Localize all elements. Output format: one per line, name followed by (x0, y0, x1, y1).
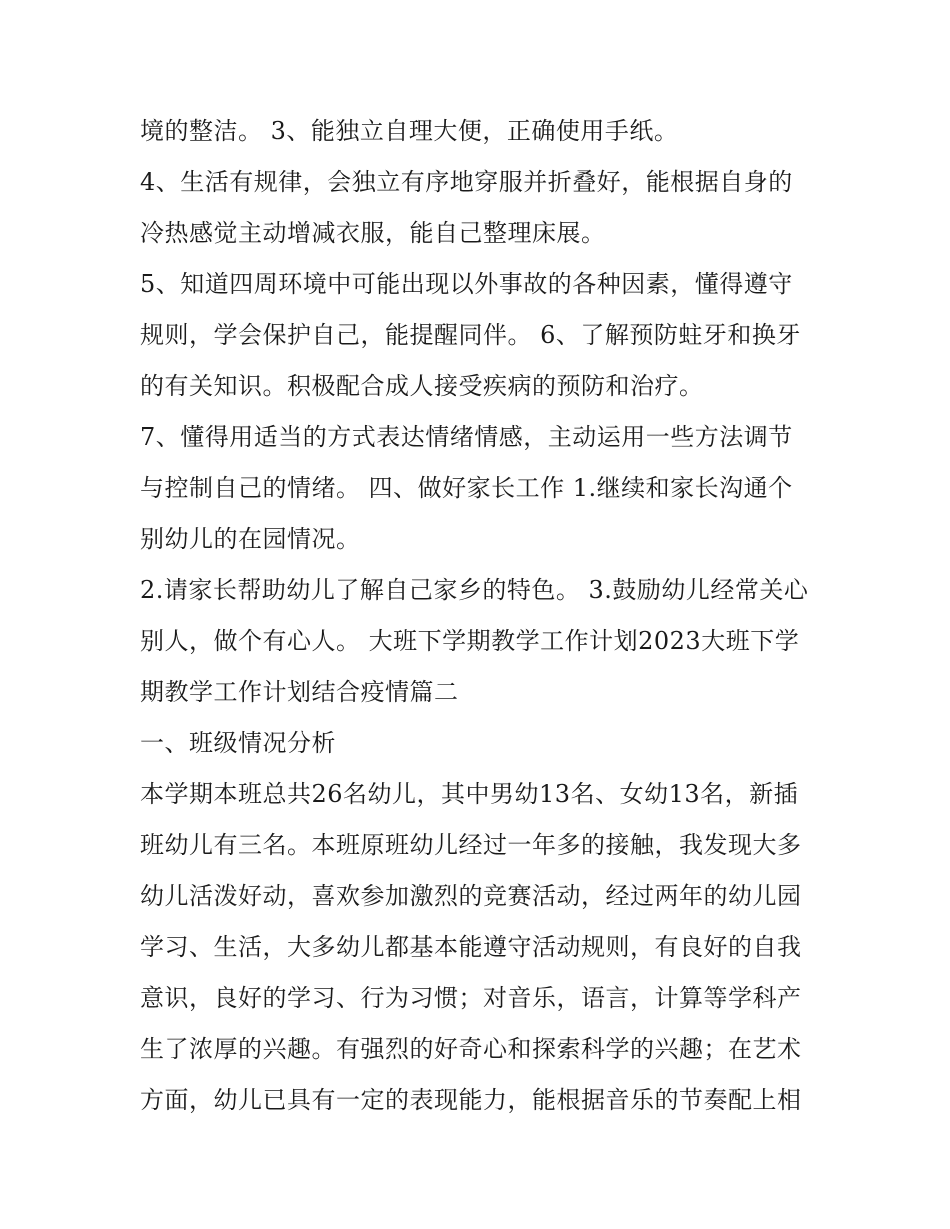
text-line: 生了浓厚的兴趣。有强烈的好奇心和探索科学的兴趣；在艺术 (140, 1035, 802, 1063)
text-line: 学习、生活，大多幼儿都基本能遵守活动规则，有良好的自我 (140, 933, 802, 961)
section-heading: 一、班级情况分析 (140, 729, 336, 757)
document-body (140, 106, 820, 1126)
text-line: 冷热感觉主动增减衣服，能自己整理床展。 (140, 219, 606, 247)
text-line: 境的整洁。 3、能独立自理大便，正确使用手纸。 (140, 117, 679, 145)
text-line: 期教学工作计划结合疫情篇二 (140, 678, 459, 706)
text-line: 别幼儿的在园情况。 (140, 525, 361, 553)
text-line: 5、知道四周环境中可能出现以外事故的各种因素，懂得遵守 (140, 270, 793, 298)
text-line: 与控制自己的情绪。 四、做好家长工作 1.继续和家长沟通个 (140, 474, 793, 502)
text-line: 2.请家长帮助幼儿了解自己家乡的特色。 3.鼓励幼儿经常关心 (140, 576, 809, 604)
text-line: 方面，幼儿已具有一定的表现能力，能根据音乐的节奏配上相 (140, 1086, 802, 1114)
text-line: 7、懂得用适当的方式表达情绪情感，主动运用一些方法调节 (140, 423, 793, 451)
text-line: 意识，良好的学习、行为习惯；对音乐，语言，计算等学科产 (140, 984, 802, 1012)
text-line: 的有关知识。积极配合成人接受疾病的预防和治疗。 (140, 372, 704, 400)
text-line: 班幼儿有三名。本班原班幼儿经过一年多的接触，我发现大多 (140, 831, 802, 859)
text-line: 本学期本班总共26名幼儿，其中男幼13名、女幼13名，新插 (140, 780, 799, 808)
text-line: 幼儿活泼好动，喜欢参加激烈的竞赛活动，经过两年的幼儿园 (140, 882, 802, 910)
text-line: 4、生活有规律，会独立有序地穿服并折叠好，能根据自身的 (140, 168, 793, 196)
text-line: 别人，做个有心人。 大班下学期教学工作计划2023大班下学 (140, 627, 800, 655)
text-line: 规则，学会保护自己，能提醒同伴。 6、了解预防蛀牙和换牙 (140, 321, 801, 349)
